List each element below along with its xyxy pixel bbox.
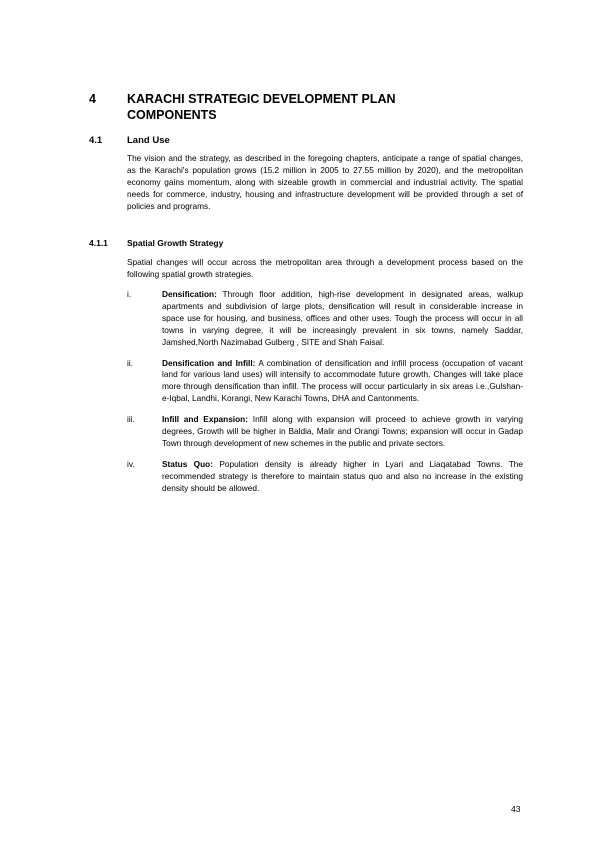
item-text: A combination of densification and infill process (occupation of vacant land for various land uses) will intensify to accommodate future growth. Changes will take place more through densification than infill. The process will occur particularly in six areas i.e.,Gulshan-e-Iqbal, Landhi, Korangi, New Karachi Towns, DHA and Cantonments. (162, 357, 523, 404)
item-lead: Densification and Infill: (162, 357, 256, 368)
item-lead: Status Quo: (162, 458, 214, 469)
chapter-title: KARACHI STRATEGIC DEVELOPMENT PLAN COMPONENTS (127, 92, 396, 122)
strategy-list (127, 289, 523, 504)
page-number: 43 (511, 804, 521, 814)
item-lead: Infill and Expansion: (162, 414, 249, 425)
list-item (127, 289, 523, 349)
subsection-number: 4.1.1 (89, 238, 108, 248)
item-text: Infill along with expansion will proceed to achieve growth in varying degrees, Growth will be higher in Baldia, Malir and Orangi Towns; expansion will occur in Gadap Town through development of new schemes in the public and private sectors. (162, 414, 523, 448)
subsection-title: Spatial Growth Strategy (127, 238, 224, 248)
list-marker: iii. (127, 414, 135, 425)
list-item (127, 358, 523, 406)
item-lead: Densification: (162, 289, 217, 299)
list-marker: iv. (127, 458, 135, 469)
item-text: Through floor addition, high-rise development in designated areas, walkup apartments and subdivision of large plots, densification will result in considerable increase in space use for housing, and business, offices and other uses. Tough the process will occur in all towns in varying degree, it will be increasingly prevalent in six towns, namely Saddar, Jamshed,North Nazimabad Gulberg , SITE and Shah Faisal. (162, 289, 523, 347)
section-title: Land Use (127, 135, 170, 146)
list-item (127, 459, 523, 495)
subsection-intro: Spatial changes will occur across the metropolitan area through a development process based on the following spatial growth strategies. (127, 257, 523, 279)
list-item (127, 414, 523, 450)
list-marker: ii. (127, 357, 133, 368)
section-paragraph: The vision and the strategy, as described in the foregoing chapters, anticipate a range of spatial changes, as the Karachi's population grows (15.2 million in 2005 to 27.55 million by 2020), and the metropolitan economy gains momentum, along with sizeable growth in commercial and industrial activity. The spatial needs for commerce, industry, housing and infrastructure development will be provided through a set of policies and programs. (127, 153, 523, 211)
item-text: Population density is already higher in Lyari and Liaqatabad Towns. The recommended strategy is therefore to maintain status quo and also no increase in the existing density should be allowed. (162, 458, 523, 493)
list-marker: i. (127, 289, 132, 299)
section-number: 4.1 (89, 135, 103, 146)
chapter-number: 4 (89, 92, 96, 106)
